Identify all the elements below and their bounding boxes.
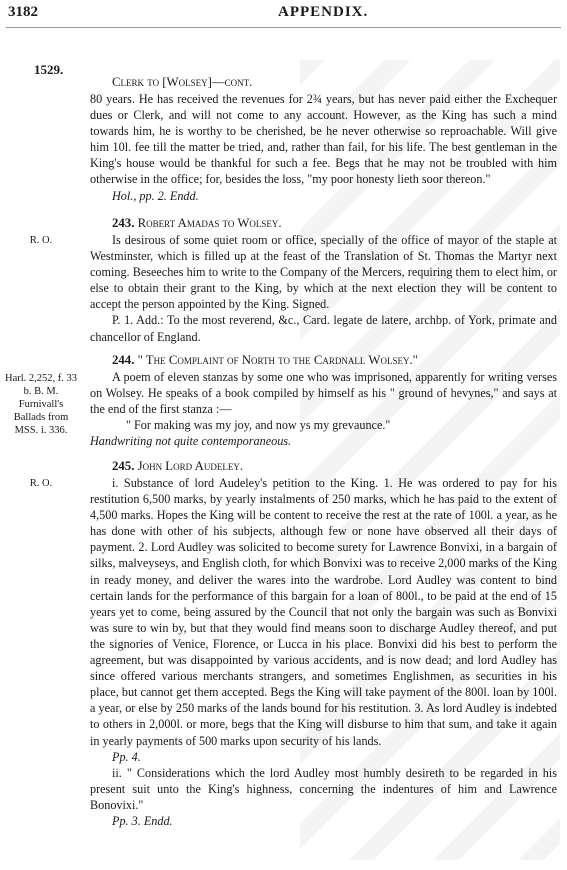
- page-header: [0, 4, 567, 26]
- entry-243-heading: [90, 215, 557, 232]
- entry-245-note1: Pp. 4.: [112, 749, 141, 764]
- entry-243-number: 243.: [112, 216, 135, 230]
- entry-245-para2: ii. " Considerations which the lord Audley most humbly desireth to be regarded in his present suit unto the King's highness, concerning the indentures of him and Lawrence Bonovixi.": [90, 765, 557, 812]
- entry-244-margin: Harl. 2,252, f. 33 b. B. M. Furnivall's Ballads from MSS. i. 336.: [4, 373, 78, 436]
- entry-clerk-text: 80 years. He has received the revenues for 2¾ years, but has never paid either the Exchequer dues or Clerk, and will not come to any account. However, as the King has such a mind towards him, he is worthy to be cherished, be he never otherwise so reproachable. Will give him 10l. fee till the matter be tried, and, rather than fail, for his life. The best gentleman in the King's house would be thankful for such a fee. Begs that he may not be troubled with him otherwise in the office; for, besides the loss, "my poor honesty lieth soor thereon.": [90, 92, 557, 187]
- entry-clerk-note: Hol., pp. 2. Endd.: [112, 188, 199, 203]
- entry-244-heading: [90, 352, 557, 369]
- entry-245-heading: [90, 458, 557, 475]
- entry-clerk: [90, 74, 557, 204]
- year-label: 1529.: [34, 62, 64, 77]
- entry-245-title: John Lord Audeley.: [137, 459, 244, 473]
- page-number: 3182: [8, 4, 38, 20]
- entry-243-title: Robert Amadas to Wolsey.: [137, 216, 282, 230]
- entry-245-note2: Pp. 3. Endd.: [112, 813, 173, 828]
- entry-245: [90, 458, 557, 829]
- entry-245-para1: i. Substance of lord Audeley's petition to the King. 1. He was ordered to pay for his restitution 6,500 marks, by yearly instalments of 250 marks, which he has paid to the extent of 4,500 marks. Hopes the King will be content to receive the rest at the rate of 100l. a year, as he has done with other of his subjects, although few or none have observed all their days of payment. 2. Lord Audley was solicited to become surety for Lawrence Bonvixi, in a bargain of silks, malveyseys, and English cloth, for which Bonvixi was to receive 2,000 marks of the King in ready money, and deliver the wares into the wardrobe. Lord Audley was content to bind certain lands for the performance of this bargain for a loan of 800l., to be paid at the end of 15 years yet to come, being assured by the Council that not only the bargain was such as Bonvixi was sure to win by, but that they would find means soon to discharge Audley thereof, and put the signories of Venice, Florence, or Lucca in his place. Bonvixi did his best to perform the agreement, but was disappointed by various accidents, and is now dead; and lord Audley has since offered various merchants strangers, and sometimes Englishmen, as securities in his place, but cannot get them accepted. Begs the King will take payment of the 800l. loan by 100l. a year, or else by 250 marks of the lands bound for his restitution. 3. As lord Audley is indebted to others in 2,000l. or more, begs that the King will disburse to him that sum, and take it again in yearly payments of 500 marks upon security of his lands.: [90, 476, 557, 748]
- entry-243: [90, 215, 557, 345]
- entry-244-text: A poem of eleven stanzas by some one who was imprisoned, apparently for writing verses on Wolsey. He speaks of a book compiled by himself as his " ground of hevynes," and says at the end of the first stanza :—: [90, 370, 557, 417]
- entry-244-quote: " For making was my joy, and now ys my grevaunce.": [126, 418, 391, 433]
- entry-244-note: Handwriting not quite contemporaneous.: [90, 434, 292, 449]
- entry-244-number: 244.: [112, 353, 135, 367]
- entry-243-text: Is desirous of some quiet room or office, specially of the office of mayor of the staple at Westminster, which is filled up at the feast of the Translation of St. Thomas the Martyr next coming. Beseeches him to write to the Company of the Mercers, requiring them to elect him, or else to obtain their grant to the King, by which at the next election they will be content to accept the person appointed by the King. Signed.: [90, 233, 557, 312]
- header-rule: [6, 27, 561, 28]
- entry-245-number: 245.: [112, 459, 135, 473]
- entry-245-margin: R. O.: [29, 478, 53, 489]
- entry-244-title: " The Complaint of North to the Cardnall Wolsey.": [137, 353, 418, 367]
- running-title: APPENDIX.: [278, 4, 369, 20]
- entry-244: [90, 352, 557, 449]
- entry-243-margin: R. O.: [29, 235, 53, 246]
- entry-243-note: P. 1. Add.: To the most reverend, &c., Card. legate de latere, archbp. of York, primate and chancellor of England.: [90, 313, 557, 344]
- entry-clerk-heading: Clerk to [Wolsey]—cont.: [112, 75, 253, 89]
